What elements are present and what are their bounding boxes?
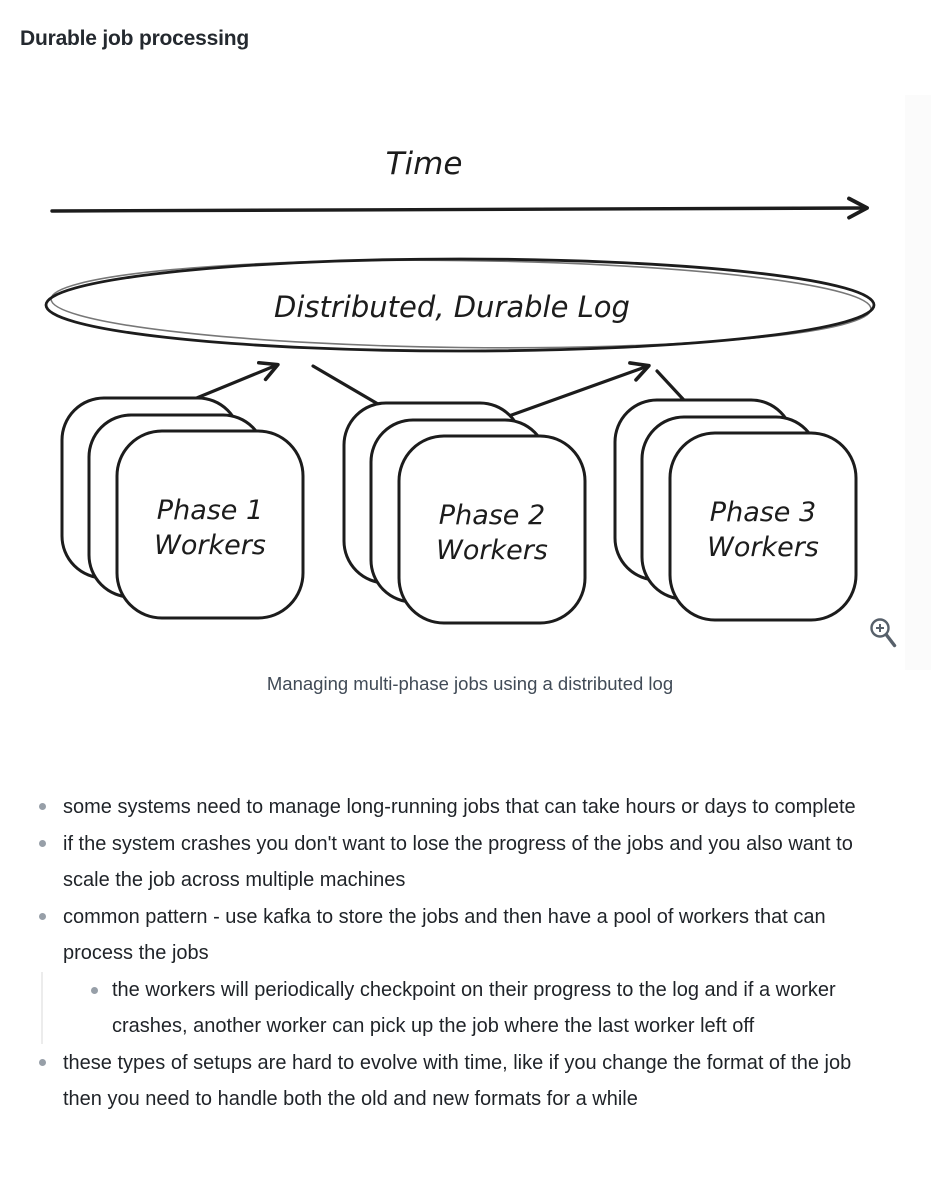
phase3-label-line1: Phase 3 bbox=[709, 497, 817, 528]
phase1-label-line1: Phase 1 bbox=[156, 495, 264, 526]
page-title: Durable job processing bbox=[20, 27, 249, 50]
time-label: Time bbox=[385, 146, 463, 182]
time-arrow bbox=[52, 208, 866, 211]
phase1-label-line2: Workers bbox=[154, 530, 266, 561]
durable-log-label: Distributed, Durable Log bbox=[274, 290, 630, 324]
diagram-figure bbox=[0, 90, 937, 675]
list-item: if the system crashes you don't want to lose the progress of the jobs and you also want to scale the job across multiple machines bbox=[20, 826, 872, 898]
phase2-label-line2: Workers bbox=[436, 535, 548, 566]
phase3-label-line2: Workers bbox=[707, 532, 819, 563]
notes-section bbox=[20, 788, 872, 1118]
list-item-text: common pattern - use kafka to store the jobs and then have a pool of workers that can process the jobs bbox=[63, 906, 826, 964]
list-item: some systems need to manage long-running jobs that can take hours or days to complete bbox=[20, 789, 872, 825]
phase2-workers-stack bbox=[344, 403, 585, 623]
phase1-workers-stack bbox=[62, 398, 303, 618]
durable-log-diagram bbox=[0, 90, 937, 675]
list-item bbox=[20, 899, 872, 1044]
phase2-label-line1: Phase 2 bbox=[438, 500, 546, 531]
durable-log-ellipse bbox=[46, 256, 874, 353]
nested-bullet-list bbox=[41, 972, 872, 1044]
nested-list-item: the workers will periodically checkpoint on their progress to the log and if a worker crashes, another worker can pick up the job where the last worker left off bbox=[43, 972, 872, 1044]
phase3-workers-stack bbox=[615, 400, 856, 620]
list-item: these types of setups are hard to evolve with time, like if you change the format of the job then you need to handle both the old and new formats for a while bbox=[20, 1045, 872, 1117]
zoom-in-icon[interactable] bbox=[872, 620, 895, 646]
bullet-list bbox=[20, 789, 872, 1117]
figure-caption: Managing multi-phase jobs using a distributed log bbox=[266, 673, 674, 694]
